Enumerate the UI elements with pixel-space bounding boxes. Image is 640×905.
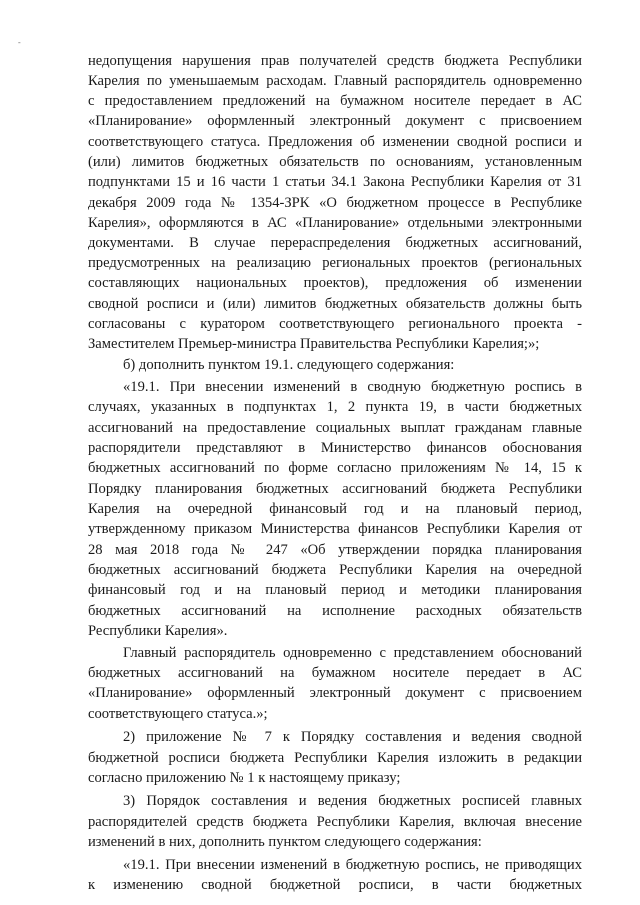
text-line: ассигнований на предоставление социальных выплат гражданам главные xyxy=(88,420,582,436)
text-line: Карелия», оформляются в АС «Планирование» отдельными электронными xyxy=(88,215,582,231)
text-line: документами. В случае перераспределения бюджетных ассигнований, xyxy=(88,235,582,251)
text-line: бюджетных ассигнований на исполнение расходных обязательств xyxy=(88,603,582,619)
text-line: согласованы с куратором соответствующего регионального проекта - xyxy=(88,316,582,332)
text-line: распорядителей средств бюджета Республики Карелия, включая внесение xyxy=(88,814,582,830)
text-line: к изменению сводной бюджетной росписи, в части бюджетных xyxy=(88,877,582,893)
text-line: «Планирование» оформленный электронный документ с присвоением xyxy=(88,685,582,701)
text-line: 2) приложение № 7 к Порядку составления и ведения сводной xyxy=(123,729,582,745)
text-line: недопущения нарушения прав получателей средств бюджета Республики xyxy=(88,53,582,69)
text-line: Республики Карелия». xyxy=(88,623,228,639)
text-line: бюджетных ассигнований на бумажном носителе передает в АС xyxy=(88,665,582,681)
text-line: «19.1. При внесении изменений в сводную бюджетную роспись в xyxy=(123,379,582,395)
text-line: с предоставлением предложений на бумажном носителе передает в АС xyxy=(88,93,582,109)
text-line: Порядку планирования бюджетных ассигнований бюджета Республики xyxy=(88,481,582,497)
text-line: случаях, указанных в подпунктах 1, 2 пункта 19, в части бюджетных xyxy=(88,399,582,415)
text-line: Главный распорядитель одновременно с представлением обоснований xyxy=(123,645,582,661)
text-line: финансовый год и на плановый период и методики планирования xyxy=(88,582,582,598)
text-line: сводной росписи и (или) лимитов бюджетных обязательств должны быть xyxy=(88,296,582,312)
margin-mark: - xyxy=(18,38,21,47)
text-line: бюджетной росписи бюджета Республики Карелия изложить в редакции xyxy=(88,750,582,766)
text-line: предусмотренных на реализацию региональных проектов (региональных xyxy=(88,255,582,271)
text-line: Карелия по уменьшаемым расходам. Главный распорядитель одновременно xyxy=(88,73,582,89)
text-line: распорядители представляют в Министерство финансов обоснования xyxy=(88,440,582,456)
text-line: бюджетных ассигнований бюджета Республики Карелия на очередной xyxy=(88,562,582,578)
text-line: «19.1. При внесении изменений в бюджетную роспись, не приводящих xyxy=(123,857,582,873)
text-line: утвержденному приказом Министерства финансов Республики Карелия от xyxy=(88,521,582,537)
text-line: подпунктами 15 и 16 части 1 статьи 34.1 Закона Республики Карелия от 31 xyxy=(88,174,582,190)
text-line: соответствующего статуса. Предложения об изменении сводной росписи и xyxy=(88,134,582,150)
text-line: (или) лимитов бюджетных обязательств по основаниям, установленным xyxy=(88,154,582,170)
text-line: Заместителем Премьер-министра Правительства Республики Карелия;»; xyxy=(88,336,540,352)
text-line: 28 мая 2018 года № 247 «Об утверждении порядка планирования xyxy=(88,542,582,558)
text-line: «Планирование» оформленный электронный документ с присвоением xyxy=(88,113,582,129)
text-line: изменений в них, дополнить пунктом следующего содержания: xyxy=(88,834,482,850)
text-line: декабря 2009 года № 1354-ЗРК «О бюджетном процессе в Республике xyxy=(88,195,582,211)
text-line: согласно приложению № 1 к настоящему приказу; xyxy=(88,770,401,786)
text-line: б) дополнить пунктом 19.1. следующего содержания: xyxy=(123,357,455,373)
text-line: 3) Порядок составления и ведения бюджетных росписей главных xyxy=(123,793,582,809)
text-line: составляющих национальных проектов), предложения об изменении xyxy=(88,275,582,291)
text-line: соответствующего статуса.»; xyxy=(88,706,268,722)
text-line: Карелия на очередной финансовый год и на плановый период, xyxy=(88,501,582,517)
text-line: бюджетных ассигнований по форме согласно приложениям № 14, 15 к xyxy=(88,460,582,476)
